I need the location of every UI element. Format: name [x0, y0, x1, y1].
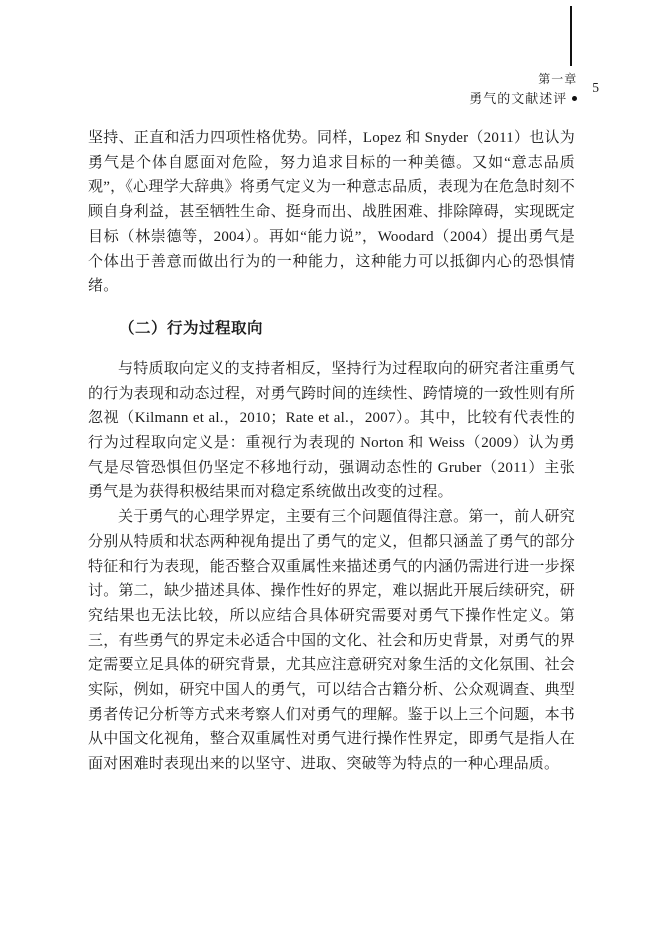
section-heading: （二）行为过程取向 [119, 319, 264, 337]
body-text [88, 126, 575, 777]
running-header [469, 70, 599, 108]
running-header-text [469, 70, 577, 108]
running-title: 勇气的文献述评 [469, 91, 568, 106]
chapter-label: 第一章 [538, 72, 578, 86]
paragraph: 与特质取向定义的支持者相反，坚持行为过程取向的研究者注重勇气的行为表现和动态过程，对勇气跨时间的连续性、跨情境的一致性则有所忽视（Kilmann et al.，2010；Rate et al.，2007）。其中，比较有代表性的行为过程取向定义是：重视行为表现的 Norton 和 Weiss（2009）认为勇气是尽管恐惧但仍坚定不移地行动，强调动态性的 Gruber（2011）主张勇气是为获得积极结果而对稳定系统做出改变的过程。 [88, 360, 575, 501]
header-dot-icon [572, 96, 577, 101]
page-number: 5 [592, 80, 599, 95]
running-title-row [469, 89, 577, 108]
paragraph-continuation: 坚持、正直和活力四项性格优势。同样，Lopez 和 Snyder（2011）也认为勇气是个体自愿面对危险，努力追求目标的一种美德。又如“意志品质观”，《心理学大辞典》将勇气定义为一种意志品质，表现为在危急时刻不顾自身利益，甚至牺牲生命、挺身而出、战胜困难、排除障碍，实现既定目标（林崇德等，2004）。再如“能力说”，Woodard（2004）提出勇气是个体出于善意而做出行为的一种能力，这种能力可以抵御内心的恐惧情绪。 [88, 130, 575, 295]
header-vertical-rule [570, 6, 572, 66]
paragraph: 关于勇气的心理学界定，主要有三个问题值得注意。第一，前人研究分别从特质和状态两种视角提出了勇气的定义，但都只涵盖了勇气的部分特征和行为表现，能否整合双重属性来描述勇气的内涵仍需进行进一步探讨。第二，缺少描述具体、操作性好的界定，难以据此开展后续研究，研究结果也无法比较，所以应结合具体研究需要对勇气下操作性定义。第三，有些勇气的界定未必适合中国的文化、社会和历史背景，对勇气的界定需要立足具体的研究背景，尤其应注意研究对象生活的文化氛围、社会实际，例如，研究中国人的勇气，可以结合古籍分析、公众观调查、典型勇者传记分析等方式来考察人们对勇气的理解。鉴于以上三个问题，本书从中国文化视角，整合双重属性对勇气进行操作性界定，即勇气是指人在面对困难时表现出来的以坚守、进取、突破等为特点的一种心理品质。 [88, 509, 575, 773]
